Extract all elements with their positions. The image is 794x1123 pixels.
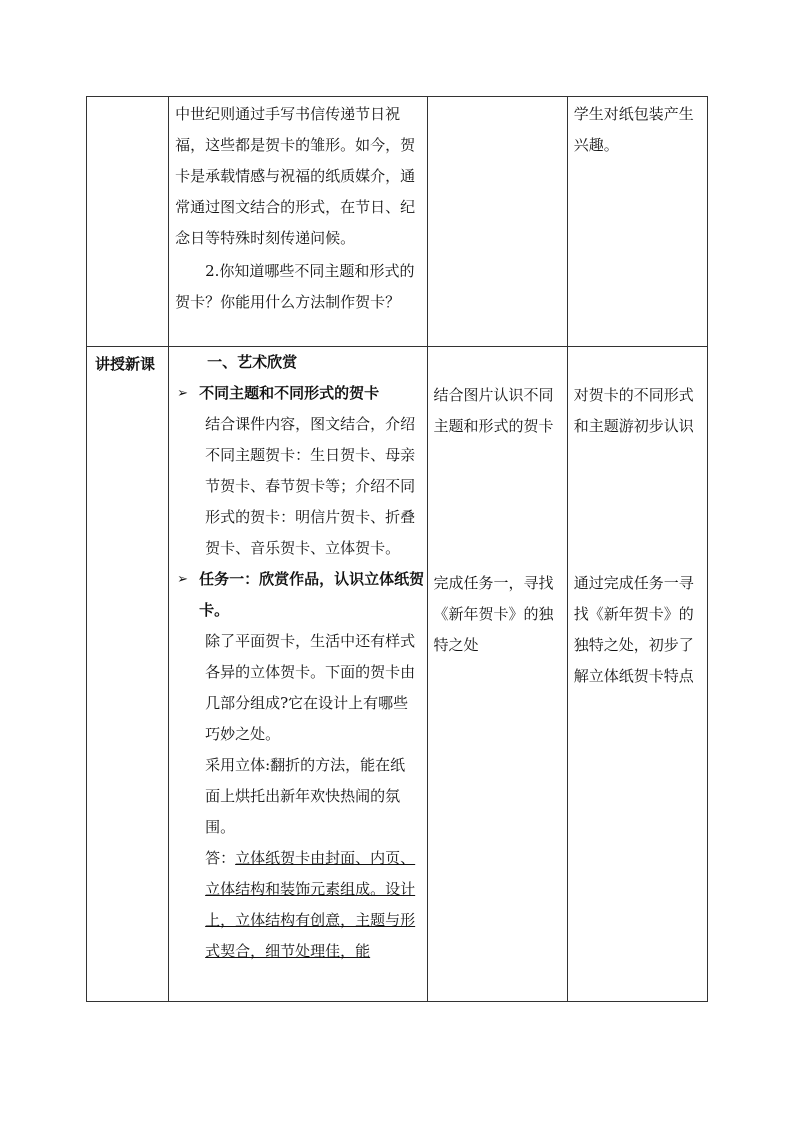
stage-cell [87, 97, 169, 347]
student-activity-cell [427, 97, 567, 347]
task-body: 除了平面贺卡，生活中还有样式各异的立体贺卡。下面的贺卡由几部分组成?它在设计上有哪些巧妙之处。 [205, 632, 416, 743]
section-heading: 一、艺术欣赏 [207, 353, 298, 371]
lesson-plan-table [86, 96, 708, 1002]
arrow-bullet-icon: ➢ [177, 386, 189, 401]
answer-text: 立体纸贺卡由封面、内页、立体结构和装饰元素组成。设计上，立体结构有创意，主题与形式契合，细节处理佳，能 [205, 849, 416, 960]
bullet-title: 不同主题和不同形式的贺卡 [199, 384, 380, 402]
design-intent-text: 学生对纸包装产生兴趣。 [573, 105, 694, 154]
design-intent-2: 通过完成任务一寻找《新年贺卡》的独特之处，初步了解立体纸贺卡特点 [573, 574, 694, 685]
table-row [87, 347, 708, 1002]
bullet-body: 结合课件内容，图文结合，介绍不同主题贺卡：生日贺卡、母亲节贺卡、春节贺卡等；介绍不同形式的贺卡：明信片贺卡、折叠贺卡、音乐贺卡、立体贺卡。 [205, 415, 416, 557]
stage-cell [87, 347, 169, 1002]
design-intent-cell [567, 97, 707, 347]
table-row [87, 97, 708, 347]
bullet-item [169, 564, 426, 626]
bullet-item [169, 378, 426, 409]
task-answer: 答：立体纸贺卡由封面、内页、立体结构和装饰元素组成。设计上，立体结构有创意，主题与形式契合，细节处理佳，能 [205, 849, 416, 960]
teacher-activity-cell [169, 347, 427, 1002]
question-paragraph: 2.你知道哪些不同主题和形式的贺卡？你能用什么方法制作贺卡？ [175, 262, 415, 311]
bullet-title: 任务一：欣赏作品，认识立体纸贺卡。 [199, 570, 425, 619]
student-activity-cell [427, 347, 567, 1002]
stage-label: 讲授新课 [95, 355, 156, 373]
design-intent-cell [567, 347, 707, 1002]
student-activity-1: 结合图片认识不同主题和形式的贺卡 [433, 386, 554, 435]
teacher-activity-cell [169, 97, 427, 347]
arrow-bullet-icon: ➢ [177, 572, 189, 587]
intro-paragraph: 中世纪则通过手写书信传递节日祝福，这些都是贺卡的雏形。如今，贺卡是承载情感与祝福的纸质媒介，通常通过图文结合的形式，在节日、纪念日等特殊时刻传递问候。 [175, 105, 416, 247]
design-intent-1: 对贺卡的不同形式和主题游初步认识 [573, 386, 694, 435]
task-method: 采用立体:翻折的方法，能在纸面上烘托出新年欢快热闹的氛围。 [205, 756, 406, 836]
student-activity-2: 完成任务一，寻找《新年贺卡》的独特之处 [433, 574, 554, 654]
